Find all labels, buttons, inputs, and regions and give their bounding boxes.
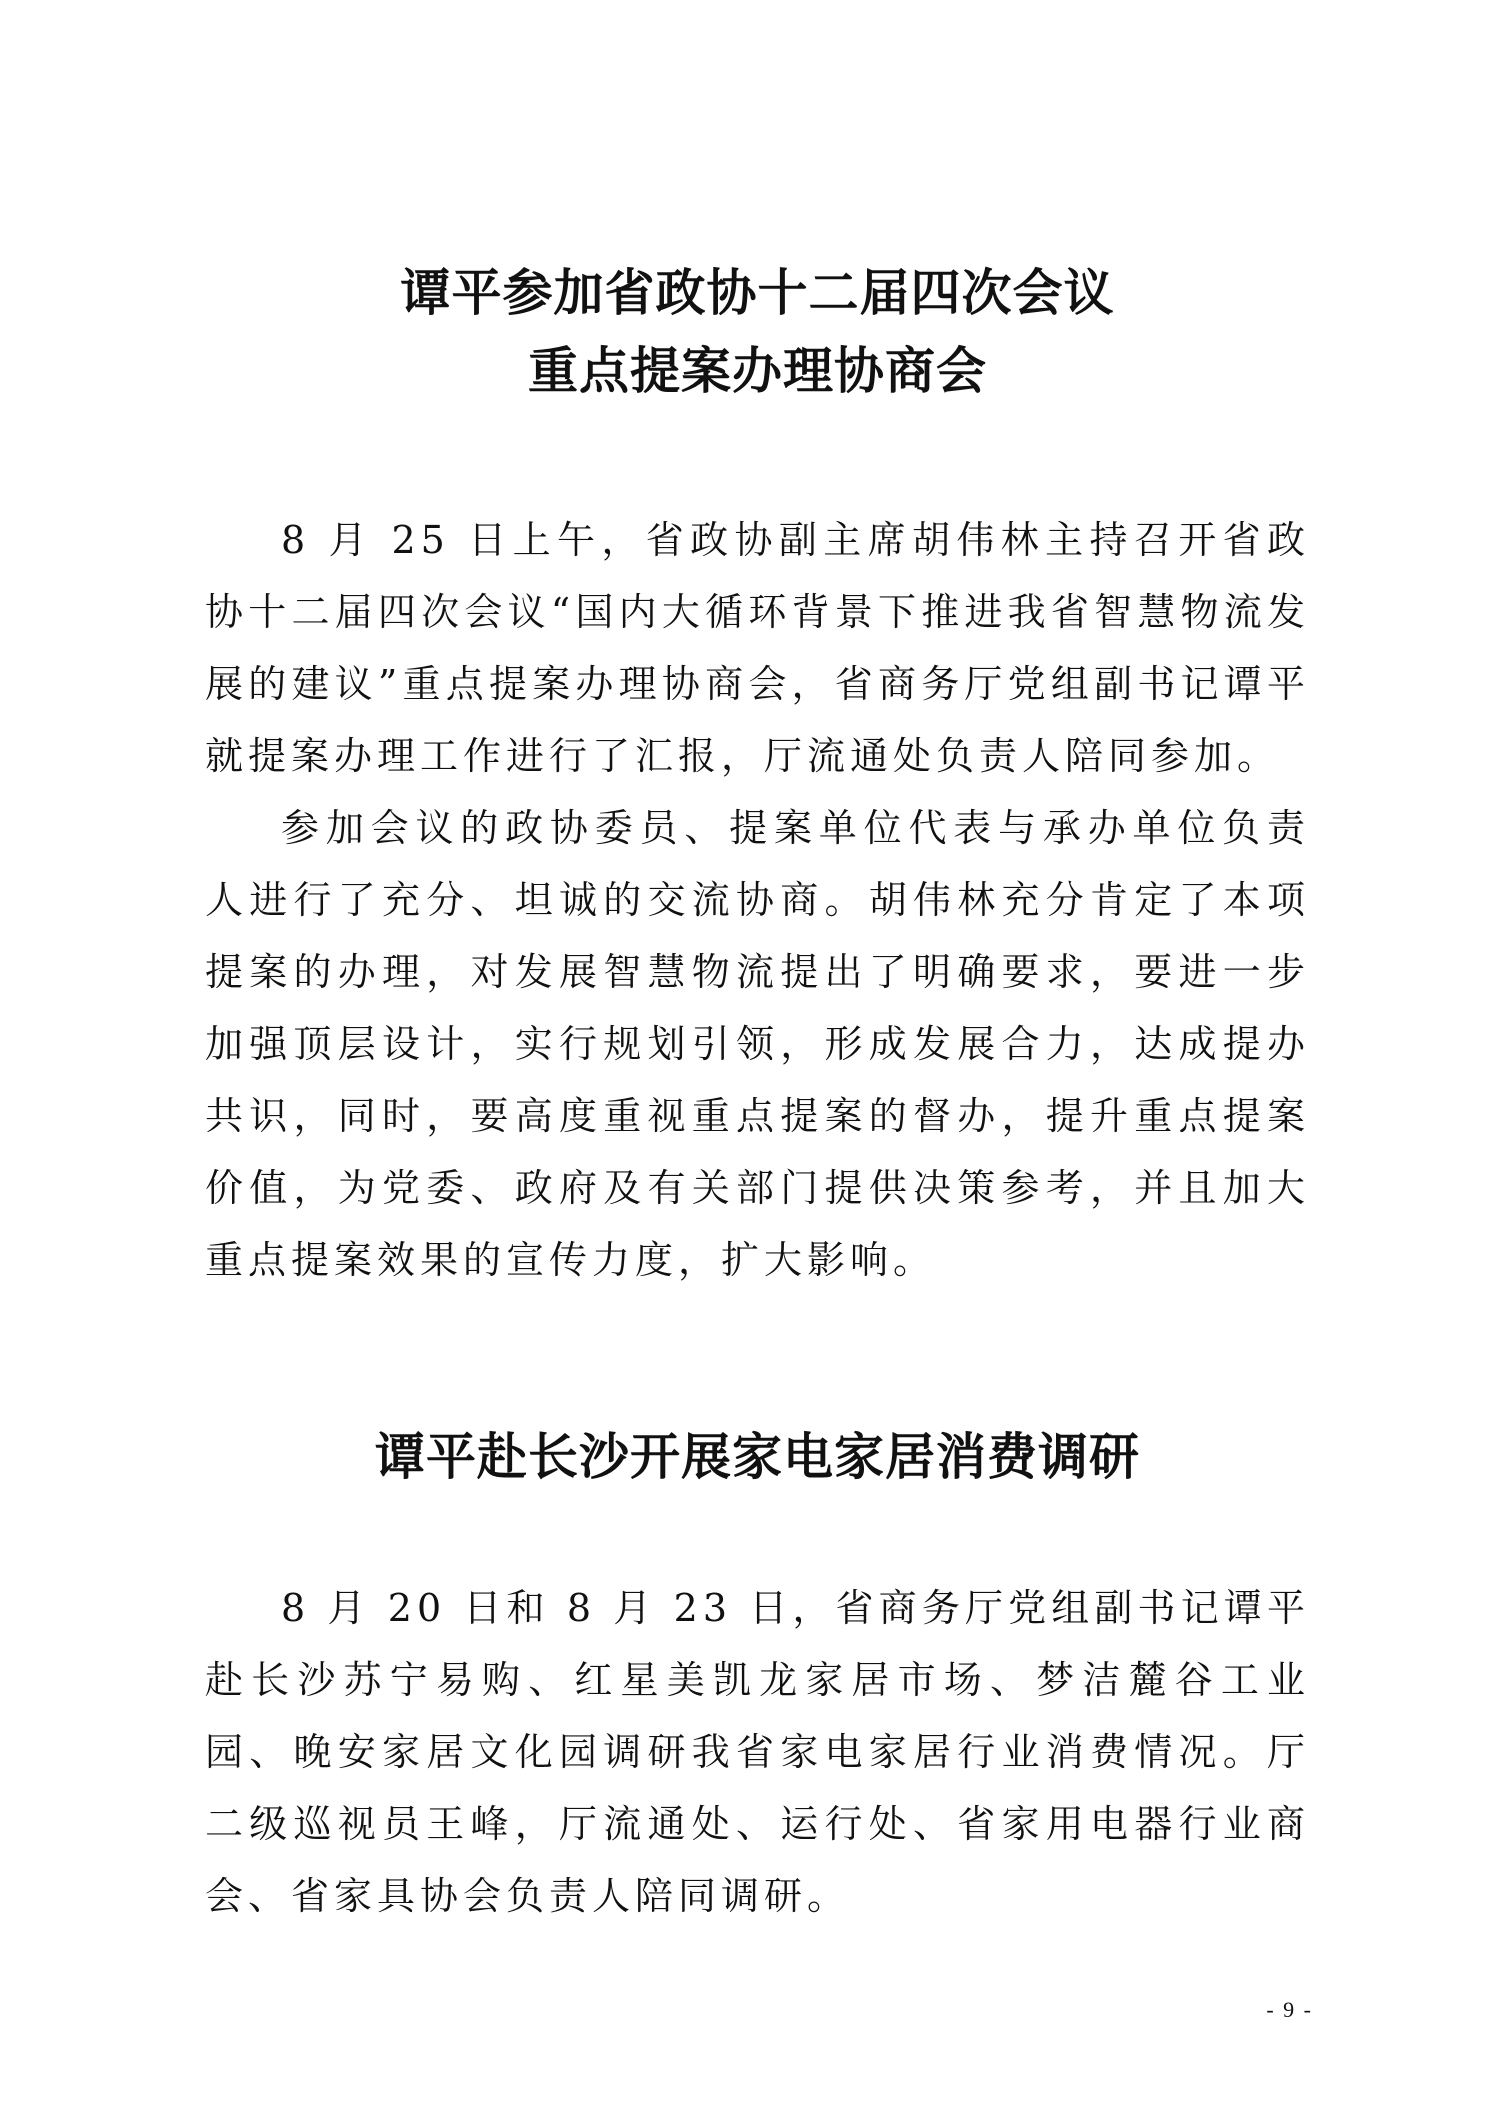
article-title [205,1418,1310,1496]
article-consumption-research [205,1418,1310,1932]
title-line: 谭平赴长沙开展家电家居消费调研 [375,1427,1140,1486]
title-line: 谭平参加省政协十二届四次会议 [400,263,1115,322]
paragraph: 8 月 20 日和 8 月 23 日，省商务厅党组副书记谭平赴长沙苏宁易购、红星美凯龙家居市场、梦洁麓谷工业园、晚安家居文化园调研我省家电家居行业消费情况。厅二级巡视员王峰，厅流通处、运行处、省家用电器行业商会、省家具协会负责人陪同调研。 [205,1586,1310,1918]
paragraph: 8 月 25 日上午，省政协副主席胡伟林主持召开省政协十二届四次会议“国内大循环背景下推进我省智慧物流发展的建议”重点提案办理协商会，省商务厅党组副书记谭平就提案办理工作进行了汇报，厅流通处负责人陪同参加。 [205,518,1310,778]
title-line: 重点提案办理协商会 [528,341,987,400]
article-proposal-consultation [205,254,1310,1296]
article-title [205,254,1310,410]
page-number: - 9 - [1266,1997,1313,2022]
paragraph: 参加会议的政协委员、提案单位代表与承办单位负责人进行了充分、坦诚的交流协商。胡伟林充分肯定了本项提案的办理，对发展智慧物流提出了明确要求，要进一步加强顶层设计，实行规划引领，形成发展合力，达成提办共识，同时，要高度重视重点提案的督办，提升重点提案价值，为党委、政府及有关部门提供决策参考，并且加大重点提案效果的宣传力度，扩大影响。 [205,806,1310,1282]
